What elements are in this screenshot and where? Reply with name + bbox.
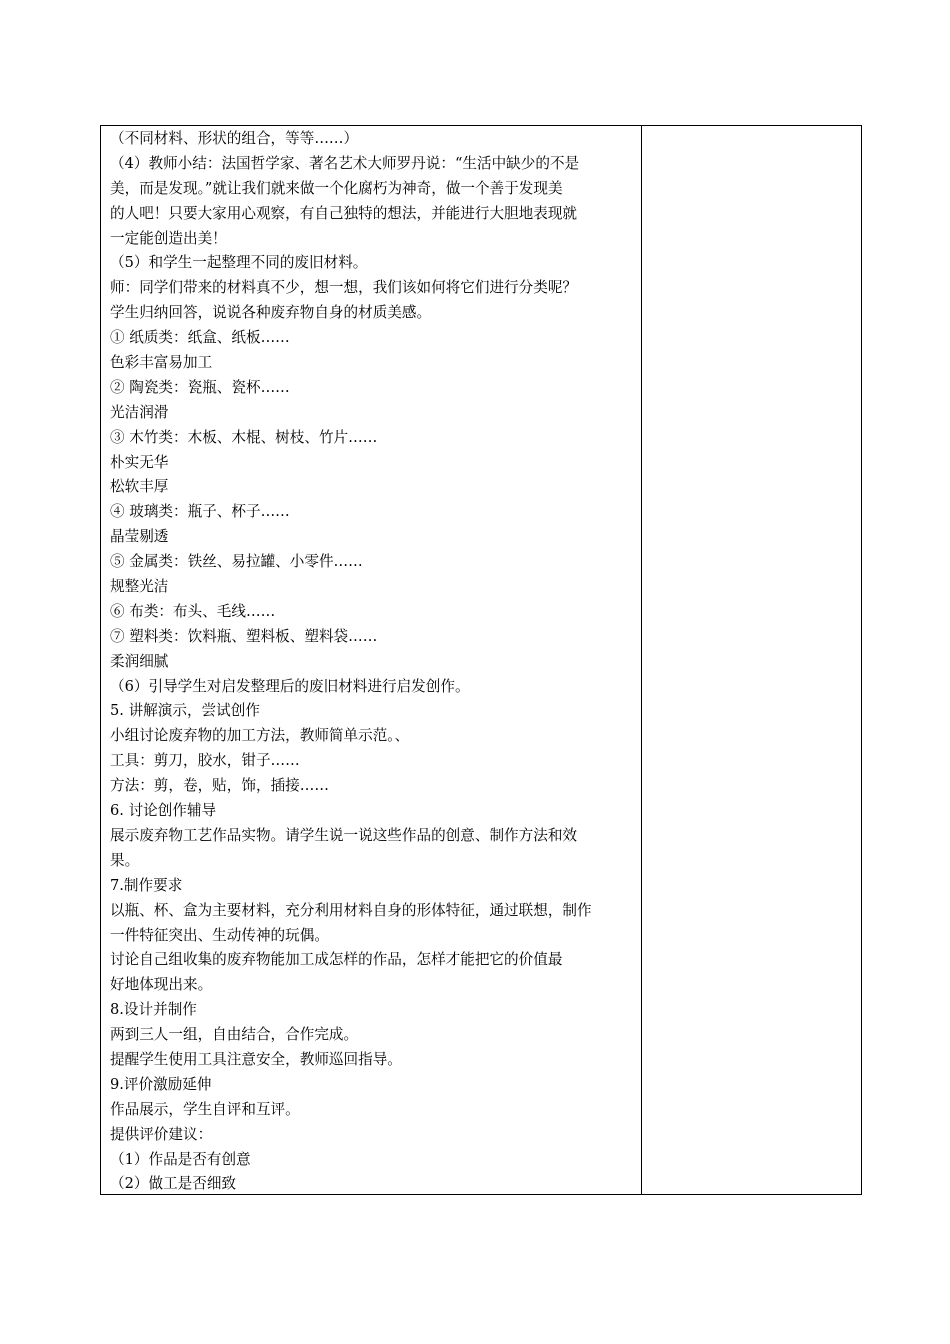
text-line: 柔润细腻 bbox=[110, 652, 169, 670]
text-line: （1）作品是否有创意 bbox=[110, 1150, 251, 1168]
text-line: 9.评价激励延伸 bbox=[110, 1075, 212, 1093]
text-line: 7.制作要求 bbox=[110, 876, 183, 894]
text-line: 规整光洁 bbox=[110, 578, 169, 596]
text-line: （4）教师小结：法国哲学家、著名艺术大师罗丹说：“生活中缺少的不是 bbox=[110, 154, 580, 172]
text-line: 8.设计并制作 bbox=[110, 1001, 197, 1019]
text-line: 一件特征突出、生动传神的玩偶。 bbox=[110, 926, 329, 944]
text-line: 美，而是发现。”就让我们就来做一个化腐朽为神奇，做一个善于发现美 bbox=[110, 179, 563, 197]
text-line: ② 陶瓷类：瓷瓶、瓷杯…… bbox=[110, 378, 290, 396]
text-line: 提醒学生使用工具注意安全，教师巡回指导。 bbox=[110, 1050, 402, 1068]
text-line: 晶莹剔透 bbox=[110, 528, 169, 546]
text-line: 5. 讲解演示，尝试创作 bbox=[110, 702, 260, 720]
text-line: 果。 bbox=[110, 851, 140, 869]
text-line: 方法：剪，卷，贴，饰，插接…… bbox=[110, 777, 329, 795]
text-line: 展示废弃物工艺作品实物。请学生说一说这些作品的创意、制作方法和效 bbox=[110, 826, 578, 844]
text-line: ⑦ 塑料类：饮料瓶、塑料板、塑料袋…… bbox=[110, 627, 378, 645]
text-line: 讨论自己组收集的废弃物能加工成怎样的作品，怎样才能把它的价值最 bbox=[110, 951, 563, 969]
text-line: ⑤ 金属类：铁丝、易拉罐、小零件…… bbox=[110, 553, 363, 571]
text-line: 提供评价建议： bbox=[110, 1125, 213, 1143]
text-line: （2）做工是否细致 bbox=[110, 1175, 237, 1193]
text-line: （5）和学生一起整理不同的废旧材料。 bbox=[110, 254, 368, 272]
text-line: ① 纸质类：纸盒、纸板…… bbox=[110, 329, 290, 347]
text-line: 一定能创造出美！ bbox=[110, 229, 227, 247]
lesson-content-cell bbox=[101, 126, 642, 1194]
text-line: 色彩丰富易加工 bbox=[110, 354, 213, 372]
text-line: ③ 木竹类：木板、木棍、树枝、竹片…… bbox=[110, 428, 378, 446]
text-line: （不同材料、形状的组合，等等……） bbox=[110, 130, 359, 147]
text-line: ⑥ 布类：布头、毛线…… bbox=[110, 602, 276, 620]
text-line: ④ 玻璃类：瓶子、杯子…… bbox=[110, 503, 290, 521]
text-line: 6. 讨论创作辅导 bbox=[110, 802, 217, 820]
text-line: 学生归纳回答，说说各种废弃物自身的材质美感。 bbox=[110, 304, 432, 322]
text-line: 好地体现出来。 bbox=[110, 976, 213, 994]
text-line: 工具：剪刀，胶水，钳子…… bbox=[110, 752, 300, 770]
lesson-table bbox=[100, 125, 862, 1195]
text-line: 作品展示，学生自评和互评。 bbox=[110, 1100, 300, 1118]
text-line: （6）引导学生对启发整理后的废旧材料进行启发创作。 bbox=[110, 677, 470, 695]
text-line: 松软丰厚 bbox=[110, 478, 169, 496]
text-line: 以瓶、杯、盒为主要材料，充分利用材料自身的形体特征，通过联想，制作 bbox=[110, 901, 592, 919]
text-line: 小组讨论废弃物的加工方法，教师简单示范。、 bbox=[110, 727, 410, 745]
text-line: 两到三人一组，自由结合，合作完成。 bbox=[110, 1026, 359, 1044]
text-line: 师：同学们带来的材料真不少，想一想，我们该如何将它们进行分类呢？ bbox=[110, 279, 578, 297]
text-line: 朴实无华 bbox=[110, 453, 169, 471]
text-line: 的人吧！只要大家用心观察，有自己独特的想法，并能进行大胆地表现就 bbox=[110, 204, 578, 222]
notes-cell bbox=[642, 126, 861, 1194]
text-line: 光洁润滑 bbox=[110, 403, 169, 421]
